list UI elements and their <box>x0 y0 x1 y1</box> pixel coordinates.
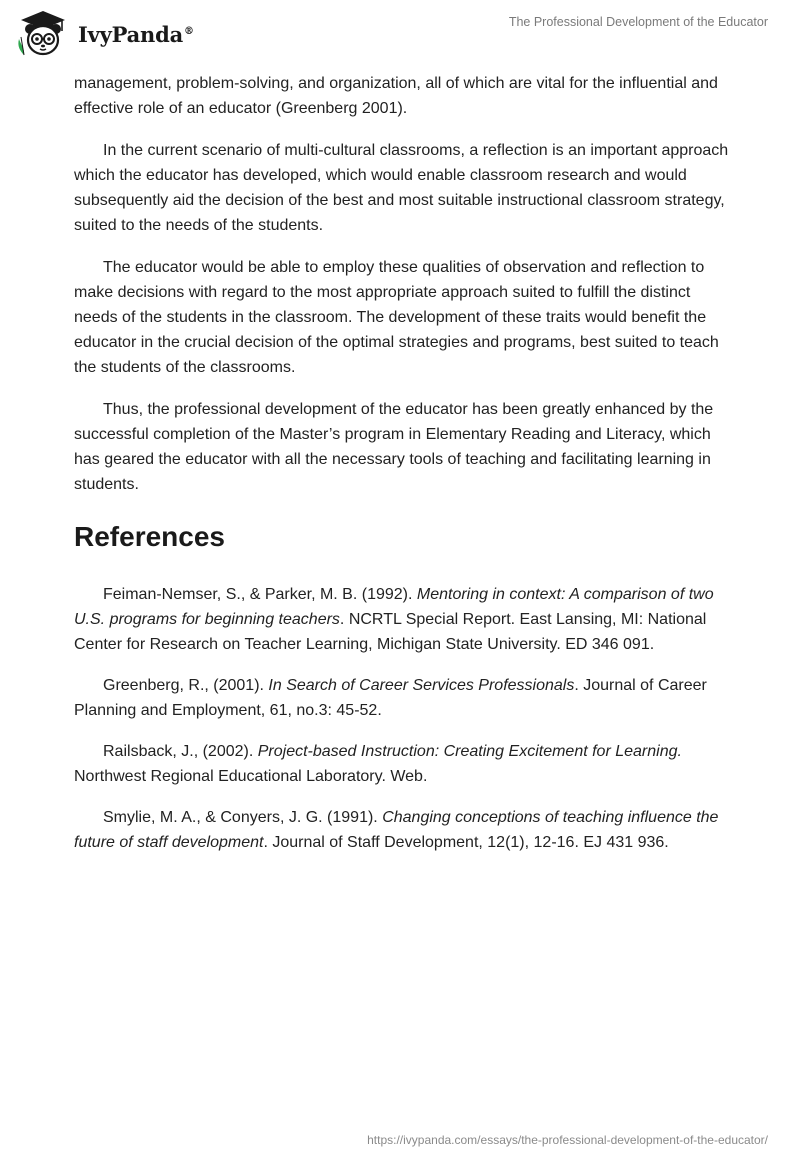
reference-title: Project-based Instruction: Creating Excitement for Learning. <box>257 743 682 760</box>
references-heading: References <box>74 521 225 552</box>
reference-item <box>74 673 734 723</box>
brand-name: IvyPanda® <box>78 21 194 47</box>
reference-authors: Greenberg, R., (2001). <box>103 677 269 694</box>
reference-title: Mentoring in context: A comparison of two U.S. programs for beginning teachers <box>74 586 714 628</box>
reference-authors: Railsback, J., (2002). <box>103 743 258 760</box>
panda-graduate-icon <box>16 9 72 57</box>
reference-details: . Journal of Career Planning and Employment, 61, no.3: 45-52. <box>74 677 707 719</box>
reference-authors: Feiman-Nemser, S., & Parker, M. B. (1992). <box>103 586 417 603</box>
continued-paragraph: management, problem-solving, and organization, all of which are vital for the influential and effective role of an educator (Greenberg 2001). <box>74 75 718 117</box>
ivypanda-logo[interactable] <box>16 9 194 57</box>
reference-item <box>74 739 734 789</box>
reference-title: In Search of Career Services Professionals <box>268 677 575 694</box>
reference-details: . Journal of Staff Development, 12(1), 12-16. EJ 431 936. <box>263 834 669 851</box>
body-paragraph: The educator would be able to employ these qualities of observation and reflection to make decisions with regard to the most appropriate approach suited to fulfill the distinct needs of the students in the classroom. The development of these traits would benefit the educator in the crucial decision of the optimal strategies and programs, best suited to teach the students of the classrooms. <box>74 259 719 376</box>
reference-details: Northwest Regional Educational Laboratory. Web. <box>74 768 428 785</box>
reference-title: Changing conceptions of teaching influence the future of staff development <box>74 809 719 851</box>
page-header <box>0 0 800 70</box>
reference-item <box>74 805 734 855</box>
reference-item <box>74 582 734 657</box>
essay-content <box>74 71 734 871</box>
body-paragraph: In the current scenario of multi-cultural classrooms, a reflection is an important approach which the educator has developed, which would enable classroom research and would subsequently aid the decision of the best and most suitable instructional classroom strategy, suited to the needs of the students. <box>74 142 729 234</box>
source-url-link[interactable]: https://ivypanda.com/essays/the-professional-development-of-the-educator/ <box>367 1133 768 1147</box>
reference-authors: Smylie, M. A., & Conyers, J. G. (1991). <box>103 809 383 826</box>
body-paragraph: Thus, the professional development of the educator has been greatly enhanced by the successful completion of the Master’s program in Elementary Reading and Literacy, which has geared the educator with all the necessary tools of teaching and facilitating learning in students. <box>74 401 714 493</box>
reference-details: . NCRTL Special Report. East Lansing, MI: National Center for Research on Teacher Learning, Michigan State University. ED 346 091. <box>74 611 707 653</box>
running-title: The Professional Development of the Educator <box>508 15 768 29</box>
